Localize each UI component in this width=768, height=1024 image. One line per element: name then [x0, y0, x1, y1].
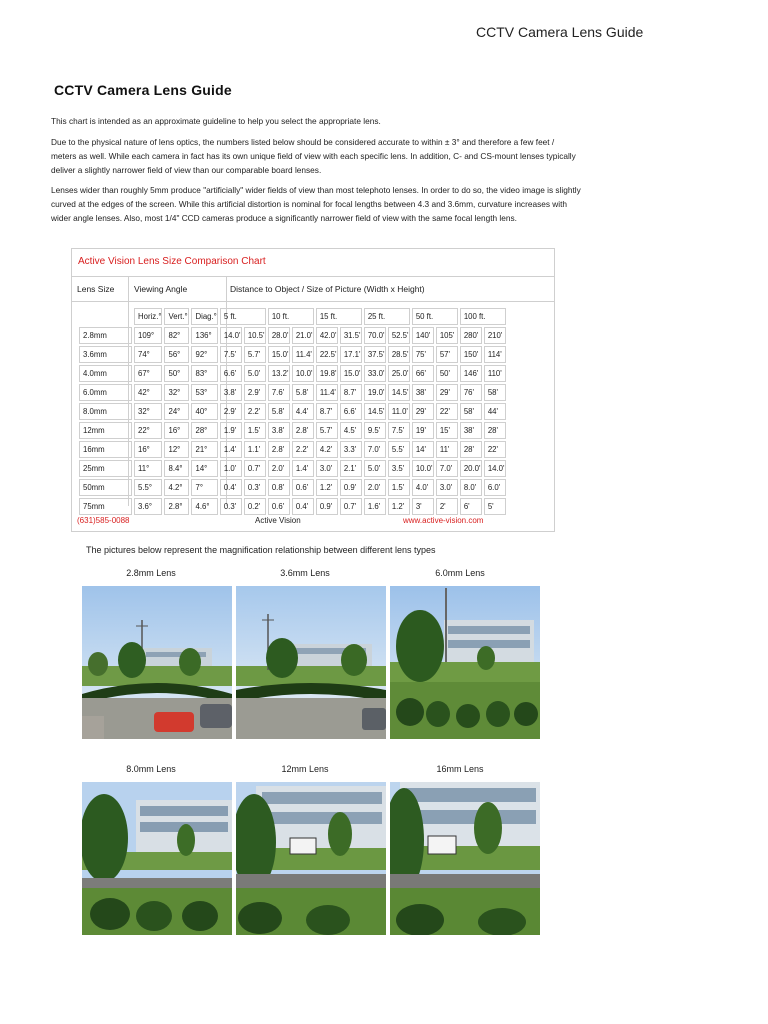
table-cell: 0.2' [244, 498, 266, 515]
table-cell: 14.0' [220, 327, 242, 344]
table-cell: 2.0' [364, 479, 386, 496]
table-cell: 19' [412, 422, 434, 439]
lens-size-cell: 4.0mm [79, 365, 132, 382]
table-cell: 2.8' [268, 441, 290, 458]
table-cell: 114' [484, 346, 506, 363]
table-cell: 0.8' [268, 479, 290, 496]
table-cell: 58' [460, 403, 482, 420]
table-cell: 0.7' [244, 460, 266, 477]
phone-number: (631)585-0088 [77, 516, 130, 525]
table-cell: 38' [460, 422, 482, 439]
table-cell: 14.5' [364, 403, 386, 420]
table-cell: 10.0' [412, 460, 434, 477]
table-cell: 22' [484, 441, 506, 458]
table-cell: 3' [412, 498, 434, 515]
table-header-row [79, 308, 506, 325]
distance-10ft-header: 10 ft. [268, 308, 314, 325]
table-cell: 4.0' [412, 479, 434, 496]
photo-3-6mm-lens [236, 586, 386, 739]
table-cell: 1.1' [244, 441, 266, 458]
table-cell: 9.5' [364, 422, 386, 439]
table-cell: 3.3' [340, 441, 362, 458]
table-cell: 3.6° [134, 498, 162, 515]
table-cell: 25.0' [388, 365, 410, 382]
lens-size-cell: 75mm [79, 498, 132, 515]
chart-title: Active Vision Lens Size Comparison Chart [78, 256, 266, 267]
table-cell: 11° [134, 460, 162, 477]
table-cell: 5.8' [268, 403, 290, 420]
table-cell: 28.5' [388, 346, 410, 363]
table-cell: 42° [134, 384, 162, 401]
table-cell: 66' [412, 365, 434, 382]
table-cell: 16° [164, 422, 189, 439]
table-cell: 42.0' [316, 327, 338, 344]
table-cell: 2.8° [164, 498, 189, 515]
lens-size-cell: 25mm [79, 460, 132, 477]
table-cell: 1.5' [388, 479, 410, 496]
table-cell: 8.4° [164, 460, 189, 477]
table-cell: 40° [191, 403, 217, 420]
photo-2-8mm-lens [82, 586, 232, 739]
table-cell: 1.2' [388, 498, 410, 515]
table-cell: 1.2' [316, 479, 338, 496]
table-cell: 4.2° [164, 479, 189, 496]
table-cell: 12° [164, 441, 189, 458]
table-cell: 5.5° [134, 479, 162, 496]
table-cell: 3.8' [220, 384, 242, 401]
pictures-caption: The pictures below represent the magnification relationship between different lens types [86, 545, 436, 555]
table-cell: 37.5' [364, 346, 386, 363]
table-row [79, 441, 506, 458]
table-cell: 50' [436, 365, 458, 382]
distance-15ft-header: 15 ft. [316, 308, 362, 325]
table-cell: 33.0' [364, 365, 386, 382]
table-cell: 2.9' [244, 384, 266, 401]
table-cell: 19.0' [364, 384, 386, 401]
website-link[interactable]: www.active-vision.com [403, 516, 484, 525]
lens-size-cell: 50mm [79, 479, 132, 496]
table-cell: 5.0' [364, 460, 386, 477]
table-cell: 52.5' [388, 327, 410, 344]
table-cell: 110' [484, 365, 506, 382]
table-row [79, 365, 506, 382]
table-cell: 280' [460, 327, 482, 344]
table-cell: 17.1' [340, 346, 362, 363]
table-cell: 28° [191, 422, 217, 439]
table-cell: 29' [412, 403, 434, 420]
table-cell: 32° [164, 384, 189, 401]
table-cell: 210' [484, 327, 506, 344]
table-row [79, 460, 506, 477]
table-cell: 67° [134, 365, 162, 382]
running-header: CCTV Camera Lens Guide [476, 24, 644, 40]
table-cell: 5.7' [244, 346, 266, 363]
lens-size-cell: 12mm [79, 422, 132, 439]
table-cell: 75' [412, 346, 434, 363]
table-cell: 92° [191, 346, 217, 363]
horiz-header: Horiz.° [134, 308, 162, 325]
table-cell: 2' [436, 498, 458, 515]
table-cell: 2.9' [220, 403, 242, 420]
lens-label-16mm: 16mm Lens [436, 764, 484, 774]
intro-paragraph: This chart is intended as an approximate guideline to help you select the appropriate lens. [51, 116, 381, 126]
lens-size-cell: 3.6mm [79, 346, 132, 363]
table-cell: 74° [134, 346, 162, 363]
lens-label-8-0mm: 8.0mm Lens [126, 764, 176, 774]
table-cell: 0.3' [220, 498, 242, 515]
lens-size-cell: 16mm [79, 441, 132, 458]
table-cell: 10.0' [292, 365, 314, 382]
table-cell: 4.5' [340, 422, 362, 439]
distance-100ft-header: 100 ft. [460, 308, 506, 325]
table-cell: 32° [134, 403, 162, 420]
table-cell: 14.0' [484, 460, 506, 477]
table-cell: 56° [164, 346, 189, 363]
table-cell: 0.6' [292, 479, 314, 496]
table-cell: 4.2' [316, 441, 338, 458]
photo-8-0mm-lens [82, 782, 232, 935]
page-title: CCTV Camera Lens Guide [54, 82, 232, 98]
table-cell: 6' [460, 498, 482, 515]
table-cell: 7.5' [388, 422, 410, 439]
table-cell: 150' [460, 346, 482, 363]
table-cell: 2.0' [268, 460, 290, 477]
distance-5ft-header: 5 ft. [220, 308, 266, 325]
table-cell: 5.0' [244, 365, 266, 382]
lens-comparison-chart [71, 248, 555, 532]
table-row [79, 403, 506, 420]
table-cell: 22° [134, 422, 162, 439]
table-cell: 76' [460, 384, 482, 401]
company-name: Active Vision [255, 516, 301, 525]
table-cell: 109° [134, 327, 162, 344]
table-cell: 3.0' [436, 479, 458, 496]
table-row [79, 498, 506, 515]
table-cell: 11.0' [388, 403, 410, 420]
table-cell: 0.4' [220, 479, 242, 496]
lens-data-table [77, 306, 508, 517]
table-cell: 11' [436, 441, 458, 458]
table-cell: 4.6° [191, 498, 217, 515]
lens-label-2-8mm: 2.8mm Lens [126, 568, 176, 578]
table-row [79, 346, 506, 363]
table-cell: 0.9' [316, 498, 338, 515]
vert-header: Vert.° [164, 308, 189, 325]
distance-25ft-header: 25 ft. [364, 308, 410, 325]
table-cell: 136° [191, 327, 217, 344]
table-cell: 1.4' [220, 441, 242, 458]
table-cell: 2.2' [292, 441, 314, 458]
lens-label-3-6mm: 3.6mm Lens [280, 568, 330, 578]
table-cell: 146' [460, 365, 482, 382]
table-cell: 11.4' [292, 346, 314, 363]
table-cell: 14.5' [388, 384, 410, 401]
table-cell: 1.0' [220, 460, 242, 477]
table-cell: 10.5' [244, 327, 266, 344]
table-cell: 13.2' [268, 365, 290, 382]
distance-header: Distance to Object / Size of Picture (Width x Height) [230, 284, 425, 294]
accuracy-paragraph: Due to the physical nature of lens optics, the numbers listed below should be considered accurate to within ± 3° and therefore a few feet / meters as well. While each camera in fact has its own unique field of view with each specific lens. In addition, C- and CS-mount lenses typically deliver a slightly narrower field of view than our comparable board lenses. [51, 137, 576, 175]
lens-label-12mm: 12mm Lens [281, 764, 329, 774]
table-cell: 24° [164, 403, 189, 420]
table-cell: 1.9' [220, 422, 242, 439]
table-cell: 22.5' [316, 346, 338, 363]
table-cell: 44' [484, 403, 506, 420]
table-cell: 5' [484, 498, 506, 515]
table-cell: 28' [484, 422, 506, 439]
table-cell: 82° [164, 327, 189, 344]
table-cell: 6.6' [340, 403, 362, 420]
table-cell: 16° [134, 441, 162, 458]
table-cell: 50° [164, 365, 189, 382]
distance-50ft-header: 50 ft. [412, 308, 458, 325]
table-cell: 11.4' [316, 384, 338, 401]
table-cell: 29' [436, 384, 458, 401]
diag-header: Diag.° [191, 308, 217, 325]
distortion-paragraph: Lenses wider than roughly 5mm produce "artificially" wider fields of view than most telephoto lenses. In order to do so, the video image is slightly curved at the edges of the screen. While this artificial distortion is nominal for focal lengths between 4.3 and 3.6mm, curvature increases with wider angle lenses. Also, most 1/4" CCD cameras produce a significantly narrower field of view with the same focal length lens. [51, 185, 581, 223]
table-cell: 15' [436, 422, 458, 439]
table-row [79, 422, 506, 439]
table-cell: 28.0' [268, 327, 290, 344]
photo-16mm-lens [390, 782, 540, 935]
table-cell: 2.1' [340, 460, 362, 477]
table-cell: 0.4' [292, 498, 314, 515]
table-cell: 2.2' [244, 403, 266, 420]
table-cell: 31.5' [340, 327, 362, 344]
table-cell: 38' [412, 384, 434, 401]
table-cell: 20.0' [460, 460, 482, 477]
table-cell: 7.6' [268, 384, 290, 401]
table-cell: 1.4' [292, 460, 314, 477]
table-cell: 4.4' [292, 403, 314, 420]
table-cell: 2.8' [292, 422, 314, 439]
table-cell: 3.8' [268, 422, 290, 439]
table-cell: 0.6' [268, 498, 290, 515]
table-cell: 5.8' [292, 384, 314, 401]
table-cell: 15.0' [268, 346, 290, 363]
table-cell: 21° [191, 441, 217, 458]
table-cell: 19.8' [316, 365, 338, 382]
lens-size-cell: 2.8mm [79, 327, 132, 344]
table-cell: 1.5' [244, 422, 266, 439]
table-cell: 8.7' [340, 384, 362, 401]
table-cell: 6.6' [220, 365, 242, 382]
table-cell: 1.6' [364, 498, 386, 515]
table-cell: 3.0' [316, 460, 338, 477]
table-row [79, 384, 506, 401]
photo-6-0mm-lens [390, 586, 540, 739]
table-cell: 0.3' [244, 479, 266, 496]
lens-size-cell: 8.0mm [79, 403, 132, 420]
table-cell: 28' [460, 441, 482, 458]
table-cell: 14' [412, 441, 434, 458]
table-row [79, 327, 506, 344]
table-cell: 21.0' [292, 327, 314, 344]
table-cell: 5.5' [388, 441, 410, 458]
table-cell: 7.0' [364, 441, 386, 458]
table-cell: 8.0' [460, 479, 482, 496]
table-cell: 0.9' [340, 479, 362, 496]
table-cell: 8.7' [316, 403, 338, 420]
table-cell: 5.7' [316, 422, 338, 439]
lens-size-header: Lens Size [77, 284, 115, 294]
table-cell: 7° [191, 479, 217, 496]
table-cell: 57' [436, 346, 458, 363]
photo-12mm-lens [236, 782, 386, 935]
table-cell: 15.0' [340, 365, 362, 382]
table-cell: 22' [436, 403, 458, 420]
table-cell: 83° [191, 365, 217, 382]
table-cell: 3.5' [388, 460, 410, 477]
viewing-angle-header: Viewing Angle [134, 284, 188, 294]
table-cell: 70.0' [364, 327, 386, 344]
table-cell: 140' [412, 327, 434, 344]
table-cell: 7.0' [436, 460, 458, 477]
table-cell: 0.7' [340, 498, 362, 515]
table-cell: 6.0' [484, 479, 506, 496]
lens-label-6-0mm: 6.0mm Lens [435, 568, 485, 578]
table-cell: 105' [436, 327, 458, 344]
table-cell: 58' [484, 384, 506, 401]
table-cell: 14° [191, 460, 217, 477]
lens-size-cell: 6.0mm [79, 384, 132, 401]
table-cell: 53° [191, 384, 217, 401]
table-cell: 7.5' [220, 346, 242, 363]
table-row [79, 479, 506, 496]
